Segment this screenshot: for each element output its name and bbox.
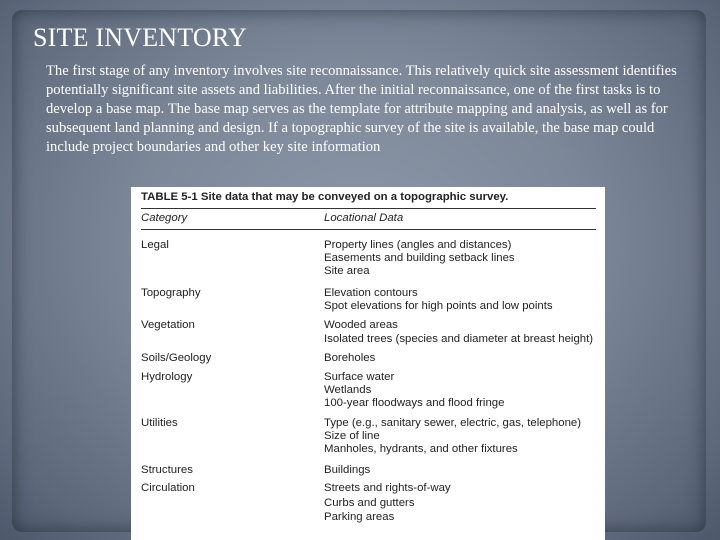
table-header-locational: Locational Data [324, 212, 404, 224]
slide-title: SITE INVENTORY [33, 23, 247, 52]
table-row-category: Hydrology [141, 371, 193, 383]
table-cell: Size of line [324, 430, 380, 442]
table-row-category: Soils/Geology [141, 352, 212, 364]
table-cell: Easements and building setback lines [324, 252, 515, 264]
table-row-category: Legal [141, 239, 169, 251]
table-row-category: Topography [141, 287, 201, 299]
table-cell: Isolated trees (species and diameter at breast height) [324, 333, 594, 345]
table-cell: Curbs and gutters [324, 497, 415, 509]
table-cell: Boreholes [324, 352, 376, 364]
table-header-rule [141, 229, 596, 230]
table-row-category: Structures [141, 464, 193, 476]
table-cell: Wooded areas [324, 319, 398, 331]
table-header-category: Category [141, 212, 188, 224]
table-cell: Buildings [324, 464, 371, 476]
table-cell: Spot elevations for high points and low points [324, 300, 553, 312]
table-row-category: Vegetation [141, 319, 195, 331]
table-row-category: Utilities [141, 417, 178, 429]
table-cell: Manholes, hydrants, and other fixtures [324, 443, 518, 455]
table-cell: Wetlands [324, 384, 372, 396]
table-cell: Surface water [324, 371, 395, 383]
table-cell: Streets and rights-of-way [324, 482, 451, 494]
table-caption: TABLE 5-1 Site data that may be conveyed on a topographic survey. [141, 191, 509, 203]
slide-body-text: The first stage of any inventory involves site reconnaissance. This relatively quick site assessment identifies potentially significant site assets and liabilities. After the initial reconnaissance, one of the first tasks is to develop a base map. The base map serves as the template for attribute mapping and analysis, as well as for subsequent land planning and design. If a topographic survey of the site is available, the base map could include project boundaries and other key site information [46, 63, 677, 155]
table-cell: Site area [324, 265, 370, 277]
table-cell: Elevation contours [324, 287, 418, 299]
table-cell: Type (e.g., sanitary sewer, electric, gas, telephone) [324, 417, 582, 429]
table-image [131, 187, 605, 540]
table-cell: Parking areas [324, 511, 395, 523]
table-cell: Property lines (angles and distances) [324, 239, 512, 251]
table-cell: 100-year floodways and flood fringe [324, 397, 505, 409]
table-row-category: Circulation [141, 482, 195, 494]
table-top-rule [141, 208, 596, 209]
